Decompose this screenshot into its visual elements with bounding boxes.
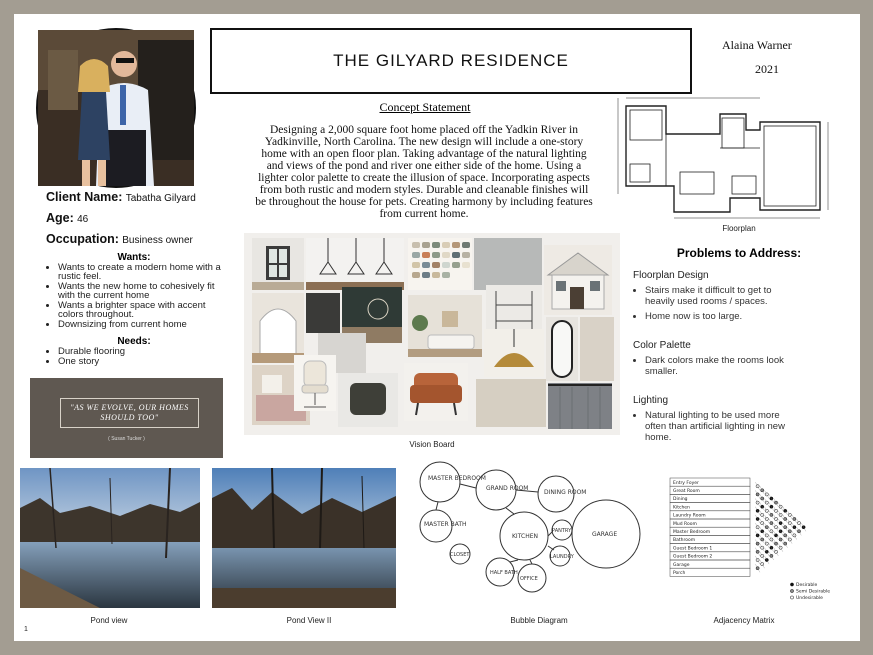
matrix-caption: Adjacency Matrix [713, 616, 775, 625]
vision-pillow-image [338, 373, 398, 427]
bubble-caption: Bubble Diagram [510, 616, 568, 625]
bubble-label: KITCHEN [512, 533, 538, 540]
problems-heading: Problems to Address: [676, 246, 802, 260]
list-item: • Wants the new home to cohesively fit with the current home [58, 282, 222, 300]
presentation-board [14, 14, 860, 641]
quote-author: ( Susan Tucker ) [108, 436, 145, 442]
floorplan-caption: Floorplan [722, 224, 756, 233]
list-item: • Downsizing from current home [58, 320, 222, 329]
matrix-room-label: Laundry Room [673, 513, 706, 519]
vision-living-room-image [408, 295, 482, 357]
page-title: THE GILYARD RESIDENCE [210, 28, 692, 94]
vision-floor-mirror-image [546, 317, 578, 381]
client-name: Client Name: Tabatha Gilyard [46, 190, 196, 204]
vision-rug-image [476, 379, 546, 427]
matrix-room-label: Great Room [673, 489, 700, 494]
bubble-label: MASTER BEDROOM [428, 475, 486, 482]
vision-gold-pendant-image [484, 329, 544, 377]
legend-marker [790, 589, 793, 592]
needs-heading: Needs: [117, 336, 151, 347]
quote-text: "AS WE EVOLVE, OUR HOMES SHOULD TOO" [60, 398, 199, 428]
wants-heading: Wants: [117, 252, 151, 263]
matrix-room-label: Entry Foyer [673, 480, 699, 486]
wants-section [46, 252, 222, 330]
legend-label: Semi Desirable [796, 589, 831, 595]
bubble-label: GRAND ROOM [486, 485, 529, 492]
bubble-label: PANTRY [552, 528, 572, 534]
problem-title: Floorplan Design [633, 270, 709, 281]
client-occupation: Occupation: Business owner [46, 232, 193, 246]
list-item: • Durable flooring [58, 347, 222, 356]
needs-section [46, 336, 222, 367]
list-item: • One story [58, 357, 222, 366]
problem-title: Color Palette [633, 340, 691, 351]
matrix-room-label: Guest Bedroom 2 [673, 554, 713, 560]
list-item: • Wants to create a modern home with a rustic feel. [58, 263, 222, 281]
list-item: • Dark colors make the rooms look smaller. [645, 355, 793, 377]
matrix-room-label: Mud Room [673, 521, 697, 527]
bubble-label: MASTER BATH [424, 521, 467, 528]
wants-list [46, 263, 222, 329]
problem-items [633, 410, 793, 443]
vision-curtain-image [548, 383, 612, 429]
bubble-label: DINING ROOM [544, 489, 587, 496]
vision-exterior-image [544, 245, 612, 315]
problem-title: Lighting [633, 395, 669, 406]
author-name: Alaina Warner [722, 38, 792, 52]
bubble-label: HALF BATH [490, 570, 518, 576]
legend-marker [790, 596, 793, 599]
pond-view-ii-photo [212, 468, 396, 608]
vision-pendants-image [306, 238, 404, 290]
pond-view-photo [20, 468, 200, 608]
concept-text: Designing a 2,000 square foot home placed off the Yadkin River in Yadkinville, North Carolina. The new design will include a one-story home with an open floor plan. Taking advantage of the natural lighting and views of the pond and river one either side of the home. Using a lighter color palette to create the illusion of space. Incorporating aspects from both rustic and modern styles. Durable and cleanable finishes will be throughout the house for pets. Creating harmony by including features from current home. [255, 124, 593, 220]
bubble-label: OFFICE [520, 576, 538, 582]
matrix-room-label: Garage [673, 562, 690, 568]
list-item: • Natural lighting to be used more often than artificial lighting in new home. [645, 410, 793, 443]
problems-list [633, 270, 793, 443]
vision-tile-image [474, 238, 542, 290]
problem-items [633, 355, 793, 377]
bubble-label: LAUNDRY [550, 554, 574, 560]
pond-view-caption: Pond view [90, 616, 128, 625]
list-item: • Stairs make it difficult to get to heavily used rooms / spaces. [645, 285, 793, 307]
matrix-room-label: Guest Bedroom 1 [673, 546, 713, 552]
vision-window-image [252, 238, 304, 290]
bubble-diagram [414, 460, 650, 606]
client-photo [36, 28, 196, 188]
floorplan-drawing [610, 94, 846, 222]
vision-caption: Vision Board [409, 440, 455, 449]
concept-heading: Concept Statement [379, 100, 471, 114]
bubble-label: CLOSET [450, 552, 470, 558]
vision-color-swatches [408, 238, 472, 290]
legend-marker [790, 583, 793, 586]
pond-view-ii-caption: Pond View II [286, 616, 332, 625]
vision-hardware-image [306, 293, 340, 333]
vision-leather-chair-image [404, 363, 468, 421]
legend-label: Desirable [796, 583, 818, 588]
matrix-room-label: Bathroom [673, 538, 696, 544]
matrix-room-label: Kitchen [673, 505, 690, 511]
quote-box [30, 378, 223, 458]
problem-items [633, 285, 793, 322]
legend-label: Undesirable [796, 596, 823, 601]
list-item: • Home now is too large. [645, 311, 793, 322]
adjacency-matrix [668, 474, 831, 604]
needs-list [46, 347, 222, 366]
matrix-room-label: Master Bedroom [673, 530, 711, 535]
page-number: 1 [24, 626, 28, 633]
matrix-room-label: Dining [673, 497, 688, 503]
vision-chair-image [294, 355, 336, 411]
vision-board [244, 233, 620, 435]
client-age: Age: 46 [46, 211, 89, 225]
list-item: • Wants a brighter space with accent colors throughout. [58, 301, 222, 319]
matrix-room-label: Porch [673, 571, 686, 576]
bubble-label: GARAGE [592, 531, 618, 538]
vision-arch-image [252, 293, 304, 363]
vision-decor-image [580, 317, 614, 381]
year: 2021 [755, 62, 779, 76]
